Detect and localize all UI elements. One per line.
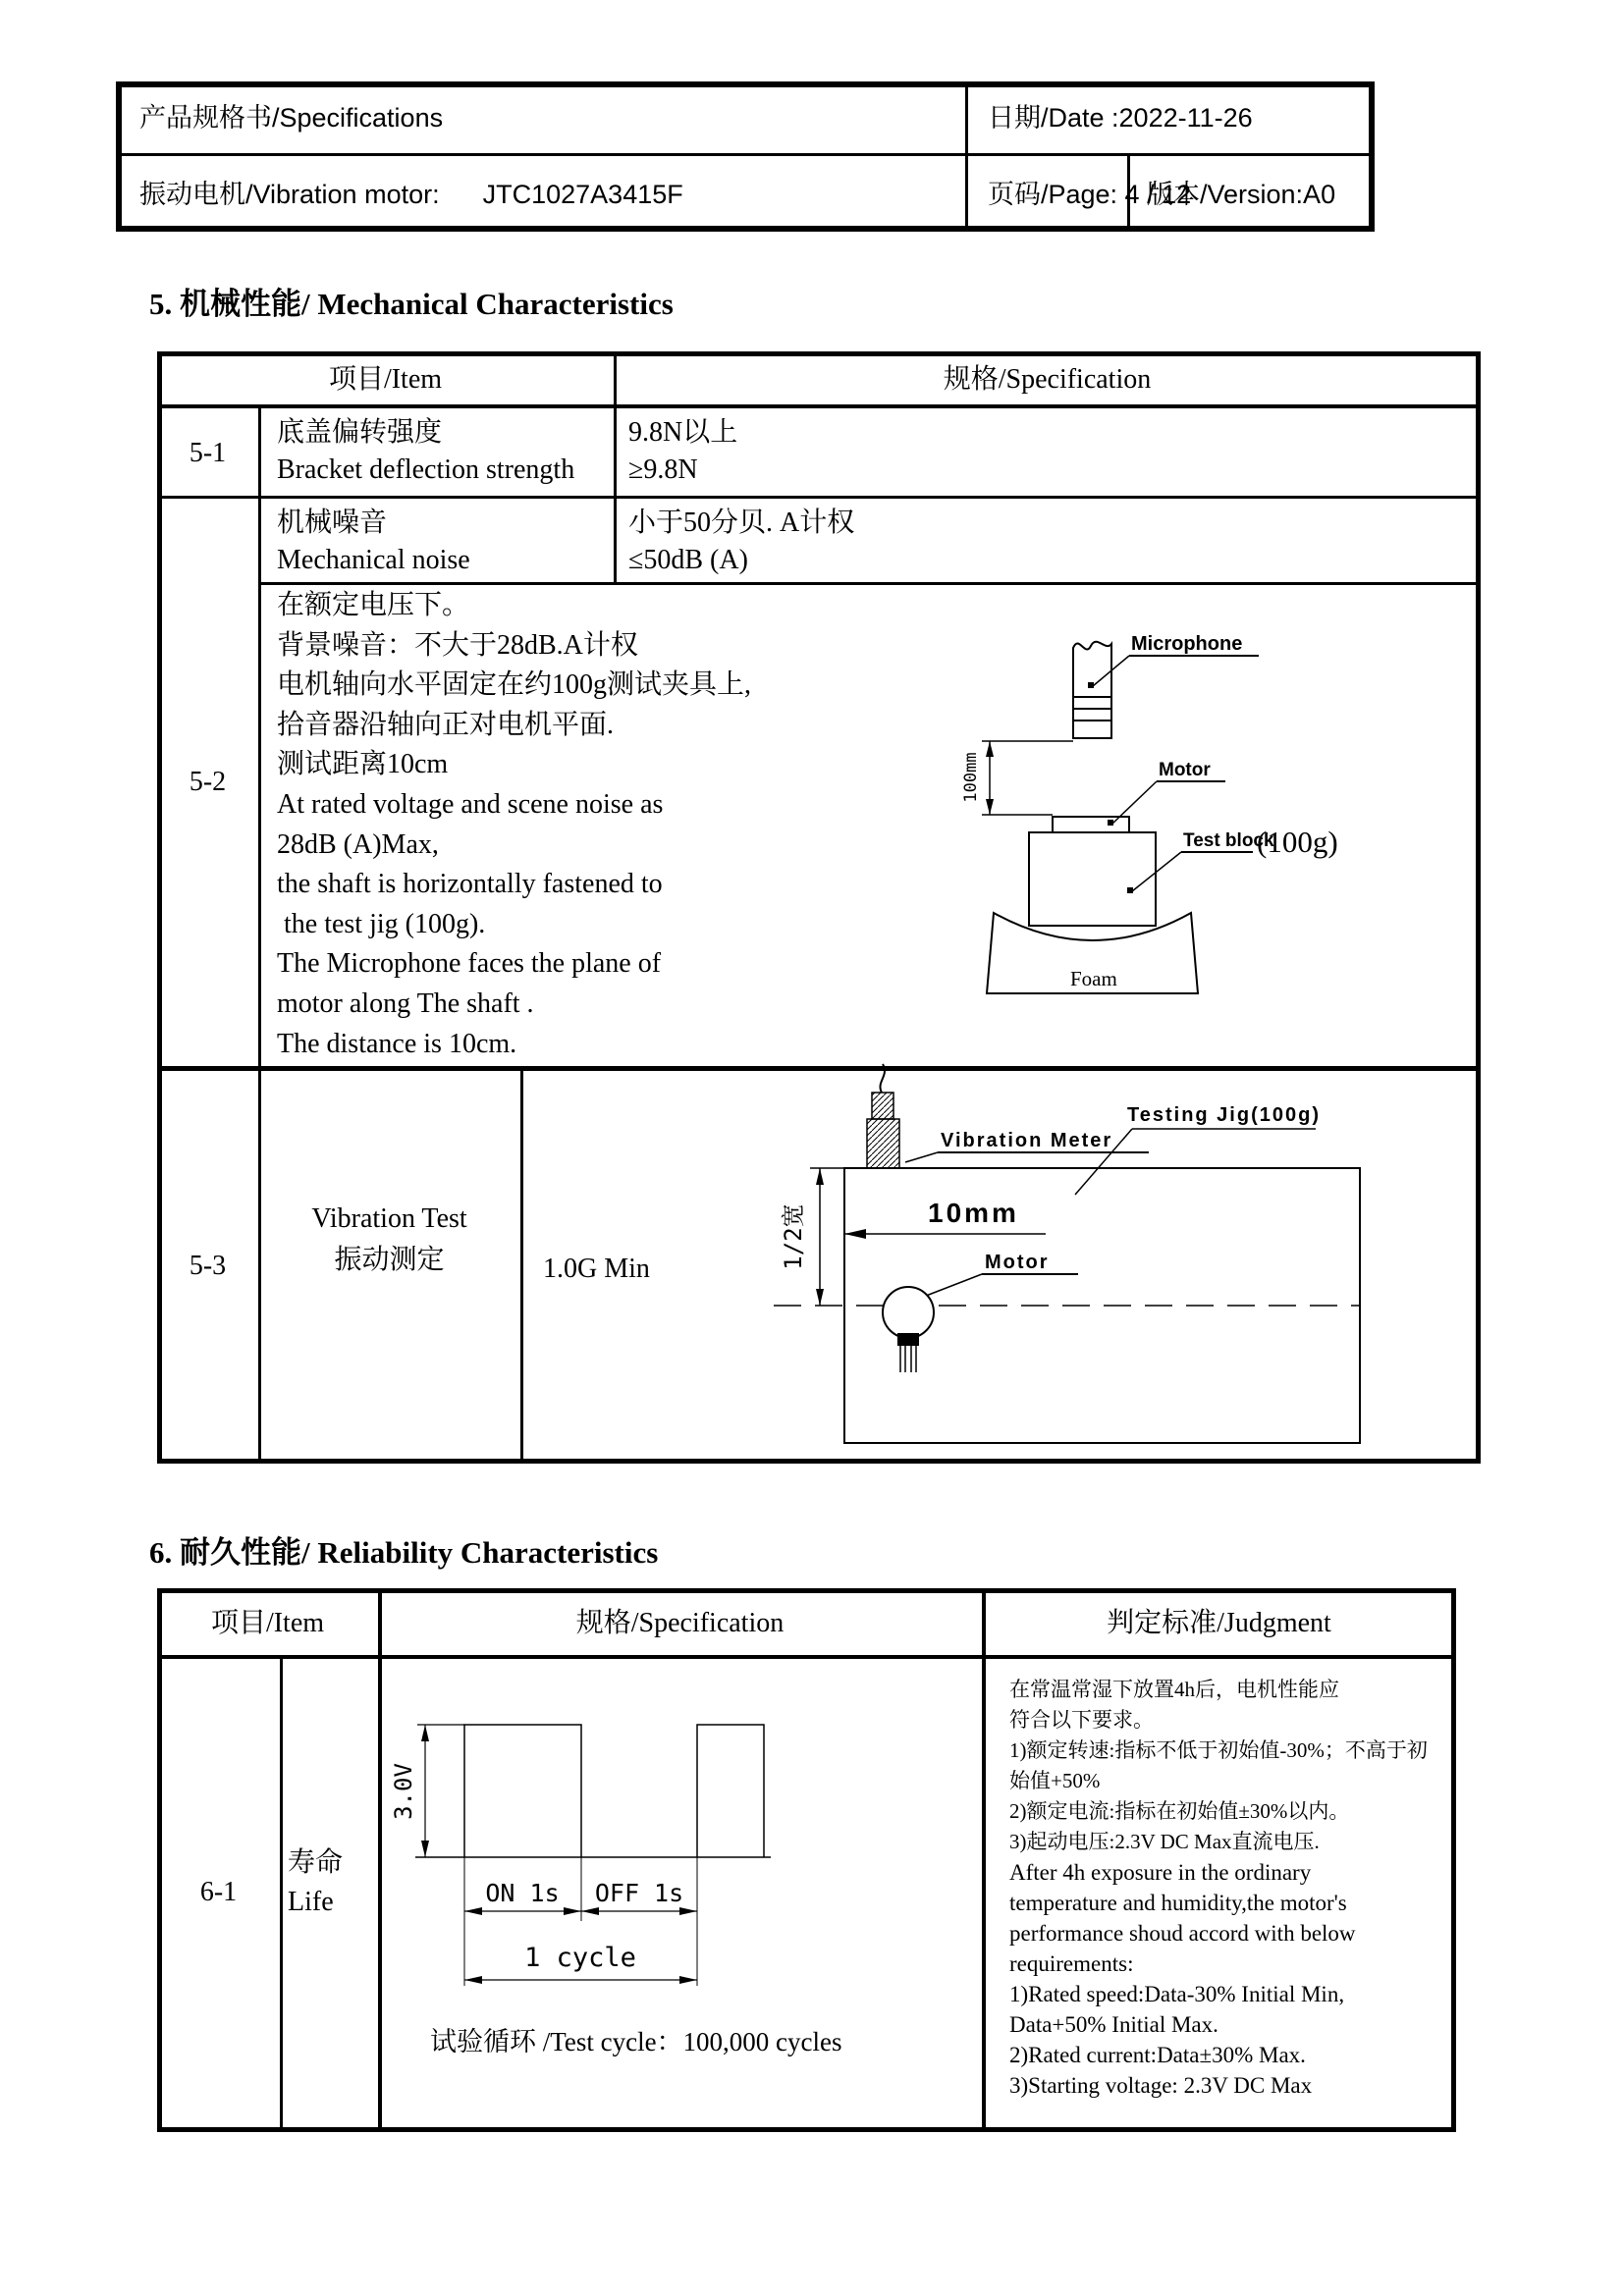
- header-col-divider-1: [965, 81, 968, 232]
- cycle-arrow-right: [679, 1976, 697, 1984]
- off-label: OFF 1s: [594, 1879, 684, 1907]
- distance-dim-label: 100mm: [961, 752, 981, 803]
- motor-circle-shape: [883, 1287, 934, 1338]
- page-label: 页码/Page: 4 / 12: [988, 180, 1192, 209]
- t5-row52-line: The Microphone faces the plane of: [277, 948, 662, 980]
- t5-border-top: [157, 351, 1481, 356]
- header-border-left: [116, 81, 122, 232]
- t5-border-bottom: [157, 1459, 1481, 1464]
- t5-noise-item-en: Mechanical noise: [277, 545, 470, 575]
- t6-header-divider: [157, 1655, 1456, 1659]
- cycle-arrow-left: [464, 1976, 482, 1984]
- judgment-line: After 4h exposure in the ordinary: [1009, 1860, 1312, 1885]
- judgment-line: requirements:: [1009, 1951, 1134, 1976]
- judgment-line: 符合以下要求。: [1009, 1708, 1154, 1732]
- header-border-bottom: [116, 226, 1375, 232]
- t6-item-header: 项目/Item: [210, 1608, 325, 1638]
- t6-item-col-divider: [378, 1588, 382, 2132]
- width-dim-label: 10mm: [928, 1198, 1019, 1228]
- voltage-arrow-down: [421, 1841, 429, 1857]
- t5-row52-line: the test jig (100g).: [277, 908, 486, 939]
- vibration-meter-label: Vibration Meter: [941, 1130, 1113, 1151]
- t5-row53-item-cn: 振动测定: [334, 1245, 445, 1275]
- header-row-divider: [116, 153, 1375, 156]
- t5-row52-description: [277, 586, 751, 1064]
- motor-label: Motor: [1159, 760, 1211, 780]
- t5-row52-no: 5-2: [189, 767, 227, 797]
- t5-no-col-divider: [258, 404, 261, 1464]
- section6-title: 6. 耐久性能/ Reliability Characteristics: [149, 1535, 659, 1570]
- voltage-arrow-up: [421, 1725, 429, 1741]
- voltage-label: 3.0V: [390, 1763, 417, 1820]
- meter-leader-line: [905, 1152, 938, 1162]
- t6-judgment-col-divider: [982, 1588, 986, 2132]
- life-test-waveform: [388, 1683, 967, 1993]
- judgment-line: 始值+50%: [1009, 1769, 1101, 1792]
- t5-row52-line: At rated voltage and scene noise as: [277, 788, 664, 820]
- t6-judgment-header: 判定标准/Judgment: [1107, 1608, 1331, 1638]
- half-dim-arrow-down: [816, 1289, 824, 1306]
- leader-dot: [1127, 887, 1133, 893]
- t6-no-col-divider: [280, 1655, 283, 2132]
- half-width-label: 1/2宽: [780, 1203, 807, 1270]
- t6-row61-no: 6-1: [199, 1877, 238, 1907]
- t5-row51-item-cn: 底盖偏转强度: [277, 417, 443, 448]
- t6-spec-header: 规格/Specification: [575, 1608, 785, 1638]
- testing-jig-label: Testing Jig(100g): [1127, 1104, 1321, 1126]
- motor-leader-line: [1112, 781, 1157, 824]
- on-arrow-left: [464, 1907, 482, 1915]
- t6-border-right: [1451, 1588, 1456, 2132]
- test-cycle-caption: 试验循环 /Test cycle：100,000 cycles: [430, 2027, 842, 2056]
- t5-row52-line: 测试距离10cm: [277, 749, 449, 780]
- t6-judgment-text: [1009, 1675, 1451, 2101]
- testblock-weight-label: (100g): [1257, 825, 1338, 859]
- dim-arrow-down: [986, 799, 994, 815]
- t6-row61-item-cn: 寿命: [288, 1847, 344, 1878]
- t5-row52-line: the shaft is horizontally fastened to: [277, 869, 663, 900]
- judgment-line: 1)额定转速:指标不低于初始值-30%；不高于初: [1009, 1738, 1428, 1762]
- t5-row53-no: 5-3: [189, 1251, 227, 1281]
- t6-border-left: [157, 1588, 162, 2132]
- t6-row61-item-en: Life: [288, 1887, 334, 1917]
- t5-row51-spec-cn: 9.8N以上: [628, 417, 738, 448]
- t5-row51-no: 5-1: [189, 438, 227, 468]
- leader-dot: [1088, 682, 1094, 688]
- document-title: 产品规格书/Specifications: [139, 103, 444, 133]
- t5-noise-divider: [258, 582, 1481, 585]
- vibration-meter-top: [872, 1093, 893, 1119]
- dim-arrow-up: [986, 741, 994, 757]
- judgment-line: Data+50% Initial Max.: [1009, 2012, 1218, 2037]
- width-dim-arrow: [844, 1229, 866, 1239]
- t5-noise-spec-cn: 小于50分贝. A计权: [628, 507, 855, 538]
- t5-border-right: [1476, 351, 1481, 1464]
- header-border-right: [1369, 81, 1375, 232]
- t5-row52-line: motor along The shaft .: [277, 988, 534, 1019]
- section5-title: 5. 机械性能/ Mechanical Characteristics: [149, 287, 674, 321]
- t5-row51-divider: [157, 496, 1481, 499]
- testblock-shape: [1029, 832, 1156, 926]
- t6-border-bottom: [157, 2127, 1456, 2132]
- off-arrow-left: [581, 1907, 599, 1915]
- judgment-line: 3)Starting voltage: 2.3V DC Max: [1009, 2073, 1313, 2098]
- motor-model: JTC1027A3415F: [482, 180, 683, 209]
- version-label: 版本/Version:A0: [1147, 180, 1336, 209]
- t5-border-left: [157, 351, 162, 1464]
- vibration-meter-body: [867, 1119, 899, 1168]
- microphone-shape: [1073, 642, 1111, 738]
- motor53-leader: [921, 1274, 982, 1298]
- t5-row52-line: 28dB (A)Max,: [277, 828, 439, 860]
- foam-label: Foam: [1070, 967, 1117, 990]
- t5-row52-line: 在额定电压下。: [277, 590, 470, 620]
- vibration-test-diagram: [766, 1060, 1468, 1453]
- t5-row51-spec-en: ≥9.8N: [628, 454, 698, 485]
- meter-wire: [880, 1064, 885, 1093]
- judgment-line: performance shoud accord with below: [1009, 1921, 1356, 1946]
- half-dim-arrow-up: [816, 1168, 824, 1185]
- t5-noise-spec-en: ≤50dB (A): [628, 545, 748, 575]
- t5-spec-header: 规格/Specification: [943, 364, 1152, 395]
- t5-row51-item-en: Bracket deflection strength: [277, 454, 575, 485]
- on-label: ON 1s: [485, 1879, 560, 1907]
- testblock-label: Test block: [1183, 830, 1274, 851]
- motor-type-label: [139, 175, 683, 214]
- judgment-line: temperature and humidity,the motor's: [1009, 1891, 1347, 1915]
- judgment-line: 2)额定电流:指标在初始值±30%以内。: [1009, 1799, 1350, 1823]
- t5-row53-col-divider: [520, 1066, 523, 1464]
- off-arrow-right: [679, 1907, 697, 1915]
- header-border-top: [116, 81, 1375, 87]
- motor53-label: Motor: [985, 1252, 1050, 1273]
- on-arrow-right: [564, 1907, 581, 1915]
- t5-row52-line: 拾音器沿轴向正对电机平面.: [277, 709, 615, 740]
- motor-label: 振动电机/Vibration motor:: [139, 180, 440, 209]
- leader-dot: [1108, 820, 1113, 826]
- t5-row52-line: 电机轴向水平固定在约100g测试夹具上,: [277, 669, 752, 701]
- judgment-line: 1)Rated speed:Data-30% Initial Min,: [1009, 1982, 1345, 2006]
- t5-row52-line: The distance is 10cm.: [277, 1028, 517, 1059]
- t5-row53-item-en: Vibration Test: [311, 1203, 467, 1234]
- t5-noise-item-cn: 机械噪音: [277, 507, 388, 538]
- judgment-line: 在常温常湿下放置4h后，电机性能应: [1009, 1678, 1339, 1701]
- t5-header-divider: [157, 404, 1481, 408]
- t5-item-header: 项目/Item: [328, 364, 443, 395]
- cycle-label: 1 cycle: [524, 1943, 636, 1973]
- judgment-line: 2)Rated current:Data±30% Max.: [1009, 2043, 1306, 2067]
- t5-row53-spec: 1.0G Min: [543, 1254, 650, 1284]
- judgment-line: 3)起动电压:2.3V DC Max直流电压.: [1009, 1830, 1320, 1853]
- noise-test-diagram: [962, 589, 1424, 1050]
- t6-border-top: [157, 1588, 1456, 1593]
- waveform-pulse-2: [697, 1725, 764, 1857]
- date-label: 日期/Date :2022-11-26: [988, 103, 1253, 133]
- waveform-pulse-1: [464, 1725, 581, 1857]
- t5-row52-line: 背景噪音：不大于28dB.A计权: [277, 629, 638, 661]
- microphone-label: Microphone: [1131, 633, 1243, 655]
- motor-terminal-block: [897, 1333, 919, 1346]
